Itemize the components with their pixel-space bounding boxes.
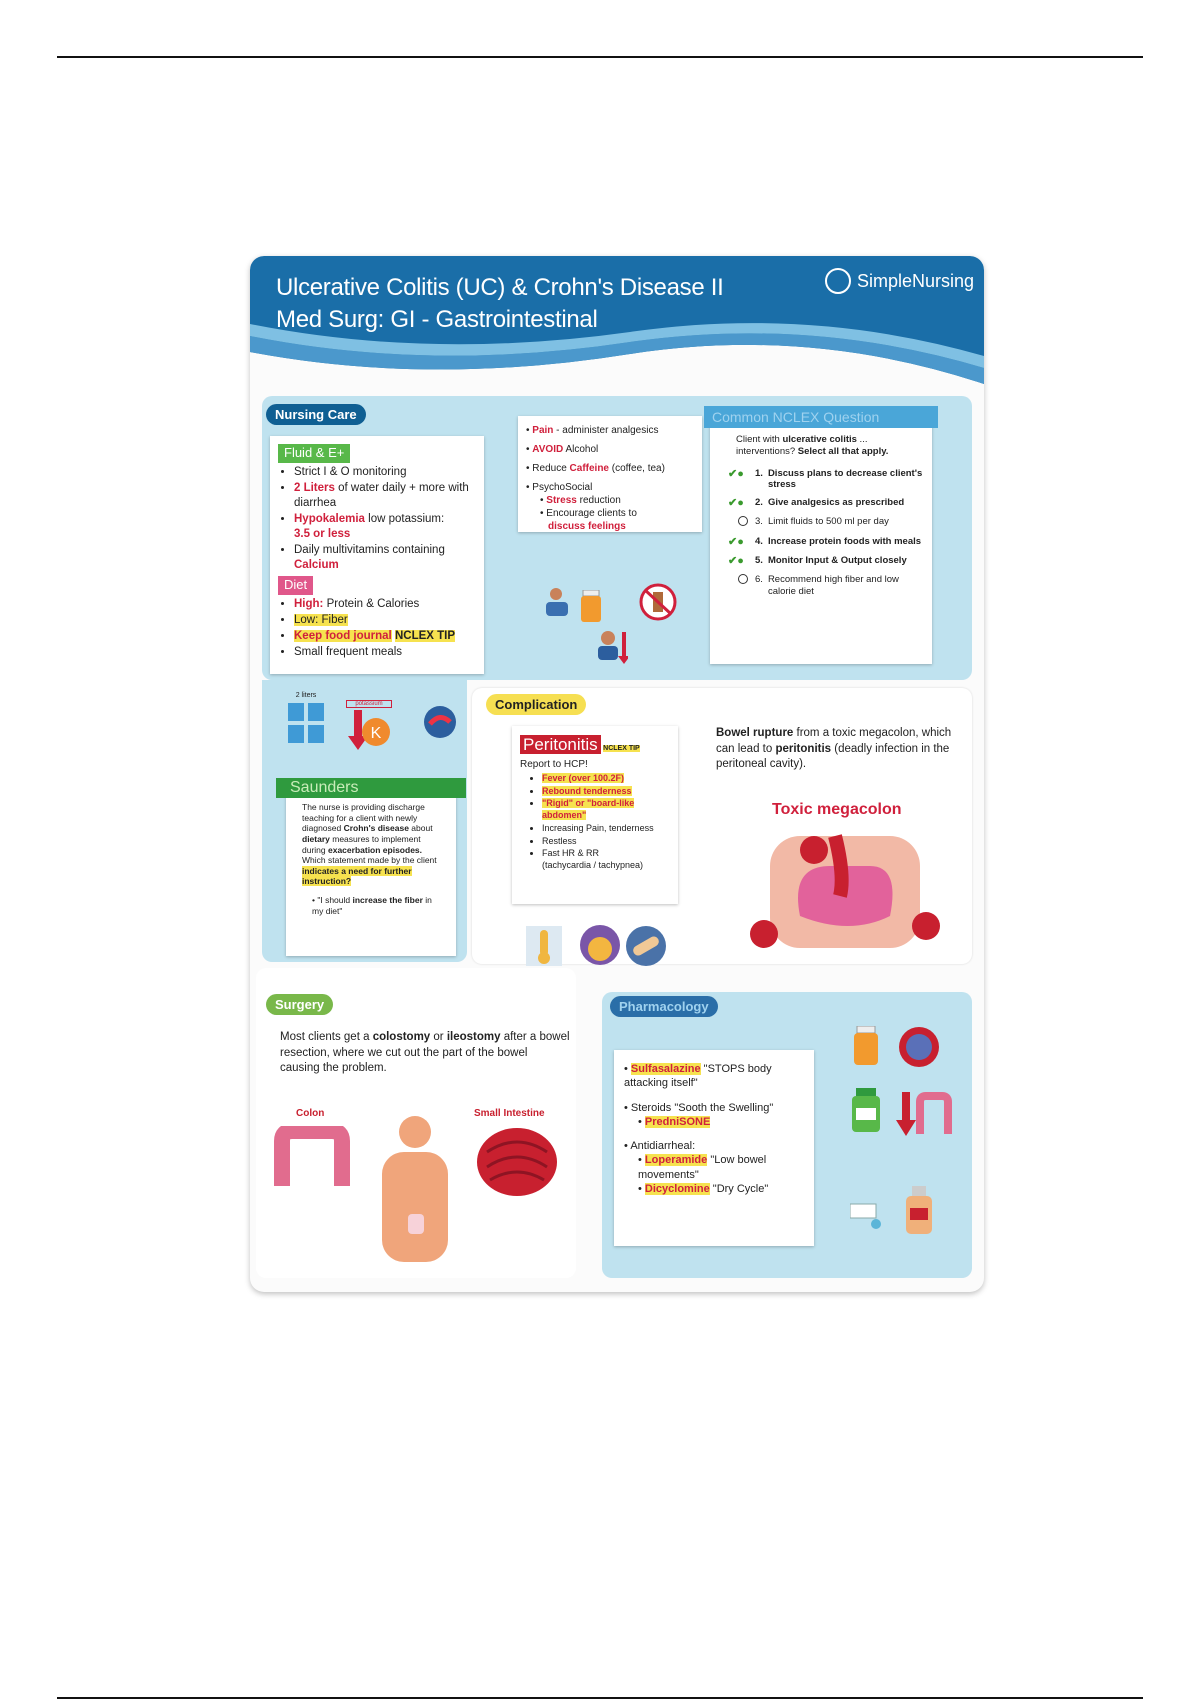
stress-person-icon: [594, 628, 628, 669]
pharmacology-card: [614, 1050, 814, 1246]
thermometer-icon: [526, 926, 562, 971]
encourage-line: • Encourage clients to discuss feelings: [540, 508, 637, 532]
psychosocial-line: • PsychoSocial: [526, 482, 593, 493]
peritonitis-sign: • Increasing Pain, tenderness: [542, 823, 670, 835]
fluid-diet-card: [270, 436, 484, 674]
infographic-sheet: [250, 256, 984, 1292]
avoid-line: • AVOID Alcohol: [526, 444, 599, 455]
medication-bottle-icon: [852, 1026, 880, 1071]
peritonitis-sign: • Fast HR & RR: [542, 848, 670, 860]
antidiarrheal-line: • Antidiarrheal:: [624, 1140, 696, 1153]
abdomen-pain-icon: [580, 924, 620, 971]
peritonitis-card: [512, 726, 678, 904]
diet-item: • Keep food journal NCLEX TIP: [294, 629, 476, 644]
loperamide-line: • Loperamide "Low bowel movements": [638, 1154, 767, 1181]
brand-name: SimpleNursing: [856, 270, 974, 291]
peritonitis-sign: • Restless: [542, 836, 670, 848]
colon-illustration: [272, 1126, 352, 1201]
saunders-heading: Saunders: [276, 778, 466, 798]
steroids-line: • Steroids "Sooth the Swelling": [624, 1101, 774, 1114]
syrup-bottle-icon: [904, 1186, 934, 1241]
nclex-choice: ✔● 2. Give analgesics as prescribed: [728, 496, 905, 509]
check-icon: ✔●: [728, 555, 744, 568]
fluid-heading: Fluid & E+: [278, 444, 350, 463]
pain-line: • Pain - administer analgesics: [526, 425, 659, 436]
report-line: Report to HCP!: [520, 759, 588, 771]
check-icon: ✔●: [728, 467, 744, 480]
caffeine-line: • Reduce Caffeine (coffee, tea): [526, 463, 665, 474]
nclex-choice: ✔● 4. Increase protein foods with meals: [728, 536, 922, 549]
surgery-label: Surgery: [266, 994, 333, 1015]
no-alcohol-icon: [638, 582, 678, 627]
bandage-icon: [626, 926, 666, 971]
nursing-care-label: Nursing Care: [266, 404, 366, 425]
bottom-rule: [57, 1697, 1143, 1699]
toxic-megacolon-illustration: [750, 826, 940, 961]
nclex-question-card: [710, 410, 932, 664]
saunders-answer: • "I should increase the fiber in my diet": [312, 895, 432, 916]
nclex-question: Client with ulcerative colitis ... interventions? Select all that apply.: [736, 434, 889, 458]
check-icon: ✔●: [728, 536, 744, 549]
fluid-item: • Hypokalemia low potassium: 3.5 or less: [294, 512, 476, 542]
radio-icon: [728, 516, 750, 530]
toxic-megacolon-title: Toxic megacolon: [772, 801, 902, 818]
complication-label: Complication: [486, 694, 586, 715]
diet-item: • High: Protein & Calories: [294, 597, 476, 612]
patient-pain-icon: [542, 586, 574, 625]
antidiarrheal-pills-icon: [850, 1202, 884, 1237]
saunders-question: The nurse is providing discharge teaching for a client with newly diagnosed Crohn's disease about dietary measures to implement during exacerbation episodes. Which statement made by the client indicates a need for further instruction?: [302, 802, 437, 887]
surgery-text: Most clients get a colostomy or ileostomy after a bowel resection, where we cut out the part of the bowel causing the problem.: [280, 1031, 570, 1075]
pain-card: [518, 416, 702, 532]
fluid-item: • 2 Liters of water daily + more with diarrhea: [294, 481, 476, 511]
vitamin-icon: [420, 704, 460, 745]
small-intestine-label: Small Intestine: [474, 1108, 545, 1119]
page-subtitle: Med Surg: GI - Gastrointestinal: [276, 306, 598, 333]
nclex-choice: 3. Limit fluids to 500 ml per day: [728, 516, 924, 530]
inflamed-colon-icon: [896, 1090, 952, 1145]
pill-bottle-icon: [580, 590, 602, 627]
stress-line: • Stress reduction: [540, 495, 621, 506]
tachy-line: (tachycardia / tachypnea): [542, 859, 644, 870]
nclex-choice: 6. Recommend high fiber and low calorie diet: [728, 574, 924, 597]
prednisone-line: • PredniSONE: [638, 1115, 711, 1128]
steroid-bottle-icon: [848, 1088, 884, 1141]
fluid-item: • Strict I & O monitoring: [294, 465, 476, 480]
dicyclomine-line: • Dicyclomine "Dry Cycle": [638, 1183, 769, 1196]
top-rule: [57, 56, 1143, 58]
fluid-item: • Daily multivitamins containing Calcium: [294, 543, 476, 573]
small-intestine-illustration: [472, 1122, 562, 1207]
nclex-choices: [710, 458, 932, 597]
peritonitis-sign: • Fever (over 100.2F): [542, 773, 670, 785]
colon-label: Colon: [296, 1108, 325, 1119]
diet-item: • Low: Fiber: [294, 613, 476, 628]
peritonitis-sign: • Rebound tenderness: [542, 786, 670, 798]
svg-text:K: K: [370, 725, 382, 742]
bowel-rupture-text: Bowel rupture from a toxic megacolon, which can lead to peritonitis (deadly infection in the peritoneal cavity).: [716, 727, 952, 771]
water-glasses-icon: 2 liters: [286, 692, 326, 752]
page-title: Ulcerative Colitis (UC) & Crohn's Disease II: [276, 274, 724, 301]
check-icon: ✔●: [728, 496, 744, 509]
nclex-choice: ✔● 5. Monitor Input & Output closely: [728, 555, 907, 568]
diet-item: • Small frequent meals: [294, 645, 476, 660]
saunders-card: [286, 779, 456, 956]
peritonitis-signs: [520, 773, 670, 860]
brand-icon: [825, 268, 851, 294]
potassium-icon: potassium K: [346, 700, 392, 757]
pharmacology-label: Pharmacology: [610, 996, 718, 1017]
nclex-heading: Common NCLEX Question: [704, 406, 938, 428]
radio-icon: [728, 574, 750, 588]
nclex-choice: ✔● 1. Discuss plans to decrease client's stress: [728, 467, 923, 491]
sulfa-line: • Sulfasalazine "STOPS body attacking itself": [624, 1063, 772, 1090]
peritonitis-title: Peritonitis NCLEX TIP: [520, 734, 670, 756]
brand-logo: [825, 268, 974, 294]
diet-heading: Diet: [278, 576, 313, 595]
peritonitis-sign: • "Rigid" or "board-like abdomen": [542, 798, 670, 821]
immune-cell-icon: [898, 1026, 940, 1073]
header-banner: [250, 256, 984, 386]
body-illustration: [360, 1114, 470, 1269]
